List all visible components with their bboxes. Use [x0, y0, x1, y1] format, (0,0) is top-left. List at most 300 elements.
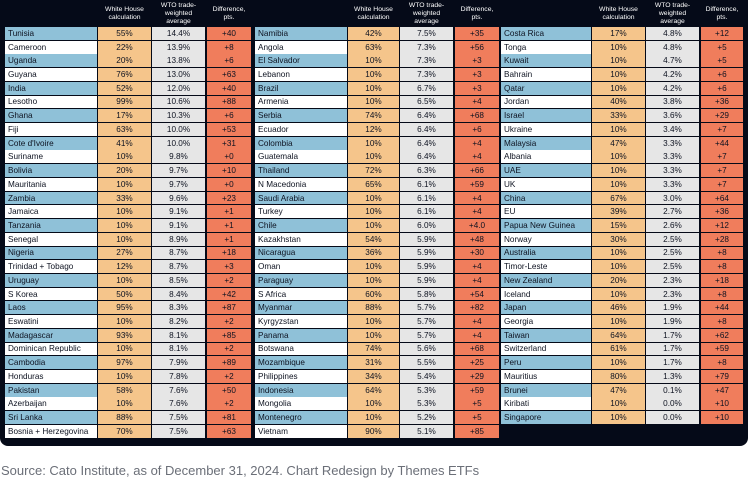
wto-value: 4.2% [646, 82, 699, 95]
white-house-value: 20% [98, 54, 151, 67]
header-difference: Difference, pts. [460, 6, 494, 21]
country-name: Azerbaijan [5, 397, 97, 410]
white-house-value: 10% [592, 356, 645, 369]
wto-value: 1.9% [646, 301, 699, 314]
difference-value: +3 [455, 68, 499, 81]
difference-value: +1 [207, 233, 251, 246]
wto-value: 2.3% [646, 274, 699, 287]
white-house-value: 17% [98, 109, 151, 122]
white-house-value: 10% [348, 260, 399, 273]
wto-value: 7.5% [152, 425, 205, 438]
wto-value: 6.1% [400, 192, 453, 205]
wto-value: 3.3% [646, 150, 699, 163]
difference-value: +36 [701, 96, 743, 109]
country-name: N Macedonia [255, 178, 347, 191]
header-difference: Difference, pts. [212, 6, 246, 21]
white-house-value: 30% [592, 233, 645, 246]
country-name: Madagascar [5, 329, 97, 342]
wto-value: 9.1% [152, 205, 205, 218]
white-house-value: 67% [592, 192, 645, 205]
difference-value: +5 [455, 411, 499, 424]
wto-value: 4.2% [646, 68, 699, 81]
wto-value: 6.3% [400, 164, 453, 177]
difference-value: +2 [207, 315, 251, 328]
country-name: Albania [501, 150, 591, 163]
country-name: Bahrain [501, 68, 591, 81]
difference-value: +4 [455, 137, 499, 150]
difference-value: +12 [701, 219, 743, 232]
difference-value: +18 [207, 247, 251, 260]
country-name: Saudi Arabia [255, 192, 347, 205]
difference-value: +85 [207, 329, 251, 342]
difference-value: +59 [701, 343, 743, 356]
white-house-value: 72% [348, 164, 399, 177]
country-name: Honduras [5, 370, 97, 383]
country-name: Kuwait [501, 54, 591, 67]
country-name: Australia [501, 247, 591, 260]
wto-value: 7.3% [400, 68, 453, 81]
wto-value: 9.7% [152, 178, 205, 191]
difference-value: +4 [455, 260, 499, 273]
wto-value: 6.7% [400, 82, 453, 95]
wto-value: 7.5% [400, 27, 453, 40]
country-name: Peru [501, 356, 591, 369]
difference-value: +1 [207, 205, 251, 218]
country-name: EU [501, 205, 591, 218]
wto-value: 7.6% [152, 384, 205, 397]
difference-value: +68 [455, 343, 499, 356]
country-name: Kyrgyzstan [255, 315, 347, 328]
country-name: Chile [255, 219, 347, 232]
white-house-value: 63% [98, 123, 151, 136]
wto-value: 6.0% [400, 219, 453, 232]
wto-value: 5.8% [400, 288, 453, 301]
wto-value: 4.8% [646, 27, 699, 40]
white-house-value: 10% [592, 315, 645, 328]
country-name: S Africa [255, 288, 347, 301]
white-house-value: 10% [348, 54, 399, 67]
wto-value: 5.2% [400, 411, 453, 424]
wto-value: 2.3% [646, 288, 699, 301]
wto-value: 5.9% [400, 233, 453, 246]
difference-value: +44 [701, 301, 743, 314]
country-name: Laos [5, 301, 97, 314]
white-house-value: 42% [348, 27, 399, 40]
country-name: Myanmar [255, 301, 347, 314]
country-name: Bolivia [5, 164, 97, 177]
wto-value: 4.7% [646, 54, 699, 67]
white-house-value: 10% [592, 164, 645, 177]
wto-value: 7.9% [152, 356, 205, 369]
country-name: Norway [501, 233, 591, 246]
difference-value: +68 [455, 109, 499, 122]
wto-value: 13.9% [152, 41, 205, 54]
header-difference: Difference, pts. [705, 6, 739, 21]
white-house-value: 12% [348, 123, 399, 136]
difference-value: +3 [455, 54, 499, 67]
white-house-value: 74% [348, 343, 399, 356]
country-name: S Korea [5, 288, 97, 301]
difference-value: +28 [701, 233, 743, 246]
white-house-value: 10% [348, 219, 399, 232]
wto-value: 6.5% [400, 96, 453, 109]
white-house-value: 22% [98, 41, 151, 54]
wto-value: 8.2% [152, 315, 205, 328]
difference-value: +48 [455, 233, 499, 246]
difference-value: +5 [455, 397, 499, 410]
difference-value: +4 [455, 205, 499, 218]
white-house-value: 17% [592, 27, 645, 40]
wto-value: 7.8% [152, 370, 205, 383]
wto-value: 8.1% [152, 329, 205, 342]
country-name: Mongolia [255, 397, 347, 410]
country-name: Lebanon [255, 68, 347, 81]
wto-value: 0.1% [646, 384, 699, 397]
difference-value: +50 [207, 384, 251, 397]
wto-value: 2.5% [646, 233, 699, 246]
country-name: Philippines [255, 370, 347, 383]
country-name: Namibia [255, 27, 347, 40]
difference-value: +63 [207, 425, 251, 438]
country-name: Georgia [501, 315, 591, 328]
white-house-value: 50% [98, 288, 151, 301]
country-name: Singapore [501, 411, 591, 424]
country-name: Montenegro [255, 411, 347, 424]
wto-value: 1.7% [646, 356, 699, 369]
difference-value: +6 [207, 109, 251, 122]
country-name: Suriname [5, 150, 97, 163]
difference-value: +1 [207, 219, 251, 232]
country-name: Uganda [5, 54, 97, 67]
white-house-value: 10% [98, 274, 151, 287]
wto-value: 7.6% [152, 397, 205, 410]
country-name: Japan [501, 301, 591, 314]
difference-value: +85 [455, 425, 499, 438]
difference-value: +40 [207, 27, 251, 40]
country-name: Indonesia [255, 384, 347, 397]
difference-value: +2 [207, 370, 251, 383]
white-house-value: 10% [592, 397, 645, 410]
difference-value: +47 [701, 384, 743, 397]
wto-value: 5.3% [400, 384, 453, 397]
white-house-value: 10% [348, 411, 399, 424]
difference-value: +7 [701, 164, 743, 177]
white-house-value: 47% [592, 384, 645, 397]
wto-value: 1.7% [646, 329, 699, 342]
country-name: Ecuador [255, 123, 347, 136]
difference-value: +10 [207, 164, 251, 177]
white-house-value: 97% [98, 356, 151, 369]
wto-value: 5.3% [400, 397, 453, 410]
wto-value: 12.0% [152, 82, 205, 95]
difference-value: +2 [207, 274, 251, 287]
country-name: Iceland [501, 288, 591, 301]
wto-value: 5.4% [400, 370, 453, 383]
country-name: Cambodia [5, 356, 97, 369]
white-house-value: 10% [592, 54, 645, 67]
wto-value: 10.6% [152, 96, 205, 109]
difference-value: +64 [701, 192, 743, 205]
country-name: Mauritania [5, 178, 97, 191]
difference-value: +8 [701, 288, 743, 301]
wto-value: 3.6% [646, 109, 699, 122]
country-name: Cameroon [5, 41, 97, 54]
wto-value: 6.4% [400, 109, 453, 122]
difference-value: +8 [207, 41, 251, 54]
wto-value: 13.8% [152, 54, 205, 67]
country-name: Botswana [255, 343, 347, 356]
white-house-value: 10% [592, 68, 645, 81]
white-house-value: 10% [348, 397, 399, 410]
wto-value: 8.4% [152, 288, 205, 301]
country-name: Kazakhstan [255, 233, 347, 246]
country-name: Lesotho [5, 96, 97, 109]
country-name: China [501, 192, 591, 205]
difference-value: +42 [207, 288, 251, 301]
wto-value: 3.3% [646, 137, 699, 150]
wto-value: 6.1% [400, 178, 453, 191]
white-house-value: 88% [348, 301, 399, 314]
header-white-house: White House calculation [354, 6, 393, 21]
difference-value: +10 [701, 411, 743, 424]
difference-value: +7 [701, 150, 743, 163]
header-white-house: White House calculation [599, 6, 638, 21]
difference-value: +66 [455, 164, 499, 177]
difference-value: +5 [701, 41, 743, 54]
country-name: UK [501, 178, 591, 191]
white-house-value: 36% [348, 247, 399, 260]
country-name: New Zealand [501, 274, 591, 287]
country-name: Oman [255, 260, 347, 273]
white-house-value: 10% [98, 178, 151, 191]
wto-value: 8.5% [152, 274, 205, 287]
difference-value: +29 [455, 370, 499, 383]
white-house-value: 10% [348, 150, 399, 163]
difference-value: +79 [701, 370, 743, 383]
country-name: Sri Lanka [5, 411, 97, 424]
wto-value: 4.8% [646, 41, 699, 54]
difference-value: +81 [207, 411, 251, 424]
wto-value: 10.0% [152, 123, 205, 136]
wto-value: 1.3% [646, 370, 699, 383]
difference-value: +56 [455, 41, 499, 54]
wto-value: 0.0% [646, 397, 699, 410]
wto-value: 5.7% [400, 315, 453, 328]
difference-value: +25 [455, 356, 499, 369]
country-name: Angola [255, 41, 347, 54]
white-house-value: 93% [98, 329, 151, 342]
header-wto-average: WTO trade-weighted average [408, 2, 445, 25]
difference-value: +18 [701, 274, 743, 287]
white-house-value: 10% [592, 123, 645, 136]
difference-value: +8 [701, 260, 743, 273]
country-name: Qatar [501, 82, 591, 95]
wto-value: 8.3% [152, 301, 205, 314]
country-name: Mauritius [501, 370, 591, 383]
wto-value: 3.3% [646, 164, 699, 177]
wto-value: 6.4% [400, 137, 453, 150]
country-name: Jamaica [5, 205, 97, 218]
country-name: Nicaragua [255, 247, 347, 260]
wto-value: 2.5% [646, 260, 699, 273]
white-house-value: 10% [592, 260, 645, 273]
white-house-value: 12% [98, 260, 151, 273]
wto-value: 3.3% [646, 178, 699, 191]
difference-value: +35 [455, 27, 499, 40]
white-house-value: 27% [98, 247, 151, 260]
difference-value: +36 [701, 205, 743, 218]
white-house-value: 64% [348, 384, 399, 397]
white-house-value: 10% [348, 329, 399, 342]
white-house-value: 90% [348, 425, 399, 438]
white-house-value: 20% [592, 274, 645, 287]
country-name: Kiribati [501, 397, 591, 410]
country-name: Tanzania [5, 219, 97, 232]
white-house-value: 10% [98, 233, 151, 246]
country-name: Jordan [501, 96, 591, 109]
country-name: Zambia [5, 192, 97, 205]
country-name: Vietnam [255, 425, 347, 438]
difference-value: +23 [207, 192, 251, 205]
white-house-value: 15% [592, 219, 645, 232]
wto-value: 7.3% [400, 41, 453, 54]
country-name: Mozambique [255, 356, 347, 369]
white-house-value: 46% [592, 301, 645, 314]
white-house-value: 63% [348, 41, 399, 54]
country-name: Nigeria [5, 247, 97, 260]
white-house-value: 10% [592, 150, 645, 163]
country-name: El Salvador [255, 54, 347, 67]
wto-value: 6.1% [400, 205, 453, 218]
wto-value: 5.1% [400, 425, 453, 438]
wto-value: 8.7% [152, 260, 205, 273]
country-name: Colombia [255, 137, 347, 150]
difference-value: +5 [701, 54, 743, 67]
wto-value: 5.9% [400, 274, 453, 287]
difference-value: +82 [455, 301, 499, 314]
difference-value: +6 [207, 54, 251, 67]
white-house-value: 60% [348, 288, 399, 301]
wto-value: 9.6% [152, 192, 205, 205]
wto-value: 9.7% [152, 164, 205, 177]
white-house-value: 10% [348, 274, 399, 287]
country-name: Switzerland [501, 343, 591, 356]
wto-value: 1.7% [646, 343, 699, 356]
difference-value: +3 [455, 82, 499, 95]
white-house-value: 80% [592, 370, 645, 383]
country-name: Ukraine [501, 123, 591, 136]
difference-value: +0 [207, 178, 251, 191]
difference-value: +4 [455, 274, 499, 287]
difference-value: +2 [207, 343, 251, 356]
country-name: Israel [501, 109, 591, 122]
difference-value: +31 [207, 137, 251, 150]
white-house-value: 58% [98, 384, 151, 397]
white-house-value: 54% [348, 233, 399, 246]
difference-value: +10 [701, 397, 743, 410]
white-house-value: 10% [348, 192, 399, 205]
wto-value: 9.1% [152, 219, 205, 232]
country-name: Ghana [5, 109, 97, 122]
difference-value: +8 [701, 315, 743, 328]
difference-value: +29 [701, 109, 743, 122]
country-name: Armenia [255, 96, 347, 109]
white-house-value: 10% [348, 315, 399, 328]
difference-value: +44 [701, 137, 743, 150]
wto-value: 5.7% [400, 301, 453, 314]
white-house-value: 33% [592, 109, 645, 122]
wto-value: 14.4% [152, 27, 205, 40]
difference-value: +12 [701, 27, 743, 40]
difference-value: +87 [207, 301, 251, 314]
country-name: Brazil [255, 82, 347, 95]
white-house-value: 10% [592, 82, 645, 95]
wto-value: 3.4% [646, 123, 699, 136]
country-name: Cote d'Ivoire [5, 137, 97, 150]
white-house-value: 31% [348, 356, 399, 369]
difference-value: +54 [455, 288, 499, 301]
white-house-value: 88% [98, 411, 151, 424]
wto-value: 7.3% [400, 54, 453, 67]
wto-value: 3.0% [646, 192, 699, 205]
wto-value: 9.8% [152, 150, 205, 163]
difference-value: +4 [455, 329, 499, 342]
white-house-value: 64% [592, 329, 645, 342]
white-house-value: 95% [98, 301, 151, 314]
difference-value: +89 [207, 356, 251, 369]
wto-value: 10.0% [152, 137, 205, 150]
header-wto-average: WTO trade-weighted average [654, 2, 691, 25]
country-name: Brunei [501, 384, 591, 397]
difference-value: +8 [701, 247, 743, 260]
wto-value: 2.5% [646, 247, 699, 260]
country-name: India [5, 82, 97, 95]
difference-value: +4 [455, 96, 499, 109]
wto-value: 6.4% [400, 150, 453, 163]
wto-value: 5.9% [400, 260, 453, 273]
country-name: Thailand [255, 164, 347, 177]
difference-value: +4 [455, 315, 499, 328]
difference-value: +6 [455, 123, 499, 136]
white-house-value: 61% [592, 343, 645, 356]
wto-value: 8.1% [152, 343, 205, 356]
country-name: Malaysia [501, 137, 591, 150]
wto-value: 0.0% [646, 411, 699, 424]
wto-value: 2.7% [646, 205, 699, 218]
wto-value: 5.6% [400, 343, 453, 356]
difference-value: +53 [207, 123, 251, 136]
white-house-value: 10% [592, 411, 645, 424]
country-name: Pakistan [5, 384, 97, 397]
country-name: Uruguay [5, 274, 97, 287]
white-house-value: 65% [348, 178, 399, 191]
country-name: Serbia [255, 109, 347, 122]
source-note: Source: Cato Institute, as of December 31, 2024. Chart Redesign by Themes ETFs [1, 463, 480, 478]
difference-value: +30 [455, 247, 499, 260]
white-house-value: 34% [348, 370, 399, 383]
white-house-value: 10% [348, 205, 399, 218]
white-house-value: 10% [348, 68, 399, 81]
country-name: Eswatini [5, 315, 97, 328]
white-house-value: 74% [348, 109, 399, 122]
difference-value: +2 [207, 397, 251, 410]
difference-value: +63 [207, 68, 251, 81]
difference-value: +4 [455, 150, 499, 163]
wto-value: 1.9% [646, 315, 699, 328]
white-house-value: 47% [592, 137, 645, 150]
difference-value: +62 [701, 329, 743, 342]
wto-value: 5.5% [400, 356, 453, 369]
